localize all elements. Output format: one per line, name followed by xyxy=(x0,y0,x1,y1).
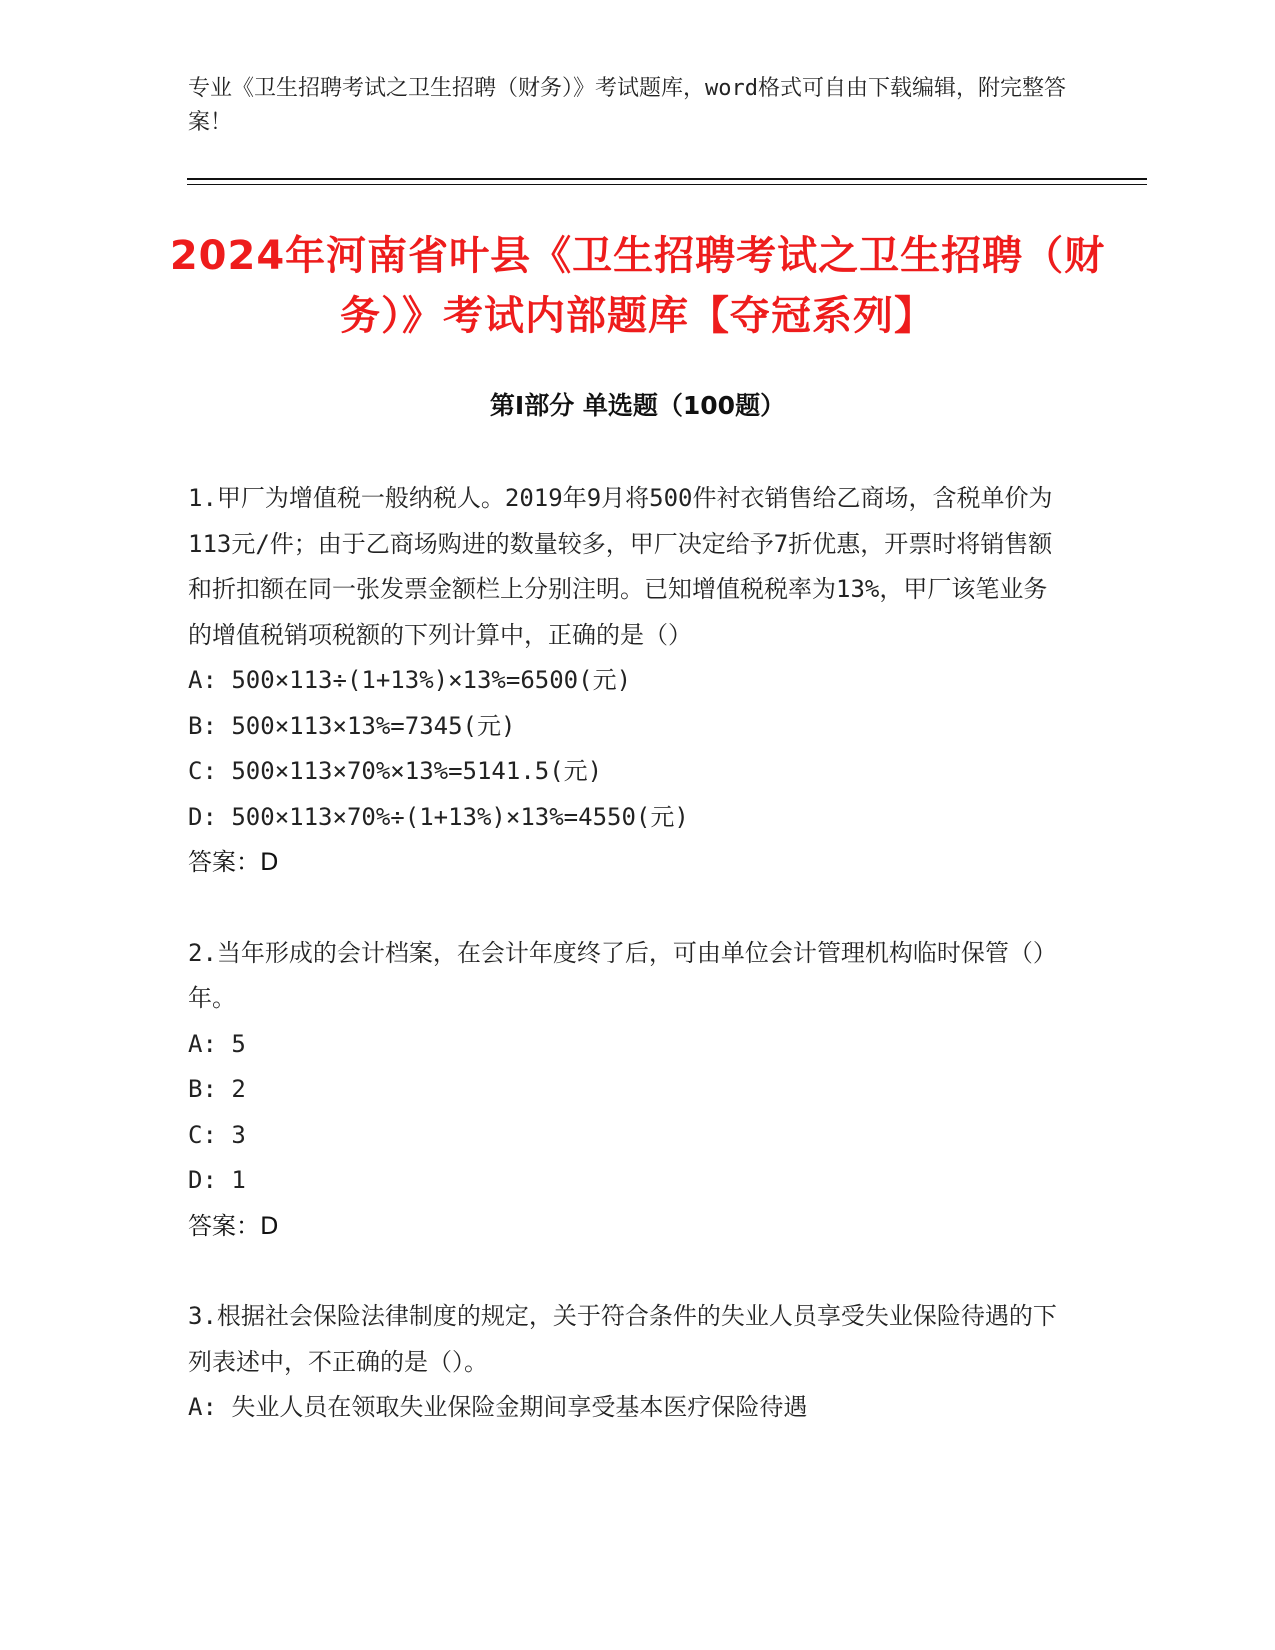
question-list xyxy=(188,476,1068,1476)
question-text: 1.甲厂为增值税一般纳税人。2019年9月将500件衬衣销售给乙商场，含税单价为113元/件；由于乙商场购进的数量较多，甲厂决定给予7折优惠，开票时将销售额和折扣额在同一张发票金额栏上分别注明。已知增值税税率为13%，甲厂该笔业务的增值税销项税额的下列计算中，正确的是（） xyxy=(188,484,1053,649)
option-a: A: 5 xyxy=(188,1029,246,1058)
option-b: B: 500×113×13%=7345(元) xyxy=(188,711,516,740)
option-b: B: 2 xyxy=(188,1075,246,1103)
option-a: A: 500×113÷(1+13%)×13%=6500(元) xyxy=(188,666,632,694)
header-divider-thin xyxy=(187,184,1147,185)
header-note: 专业《卫生招聘考试之卫生招聘（财务）》考试题库，word格式可自由下载编辑，附完整答案！ xyxy=(188,76,1066,135)
answer: 答案：D xyxy=(188,848,279,876)
question-2 xyxy=(188,931,1068,1250)
option-d: D: 500×113×70%÷(1+13%)×13%=4550(元) xyxy=(188,802,689,831)
section-title: 第I部分 单选题（100题） xyxy=(489,391,786,420)
question-text: 2.当年形成的会计档案，在会计年度终了后，可由单位会计管理机构临时保管（）年。 xyxy=(188,938,1057,1012)
question-3 xyxy=(188,1294,1068,1431)
option-c: C: 3 xyxy=(188,1120,246,1149)
question-1 xyxy=(188,476,1068,886)
header-divider xyxy=(187,178,1147,180)
answer: 答案：D xyxy=(188,1211,279,1240)
option-d: D: 1 xyxy=(188,1166,246,1194)
document-title: 2024年河南省叶县《卫生招聘考试之卫生招聘（财务）》考试内部题库【夺冠系列】 xyxy=(169,233,1106,339)
option-a: A: 失业人员在领取失业保险金期间享受基本医疗保险待遇 xyxy=(188,1393,808,1421)
question-text: 3.根据社会保险法律制度的规定，关于符合条件的失业人员享受失业保险待遇的下列表述中，不正确的是（）。 xyxy=(188,1302,1057,1376)
option-c: C: 500×113×70%×13%=5141.5(元) xyxy=(188,757,603,785)
